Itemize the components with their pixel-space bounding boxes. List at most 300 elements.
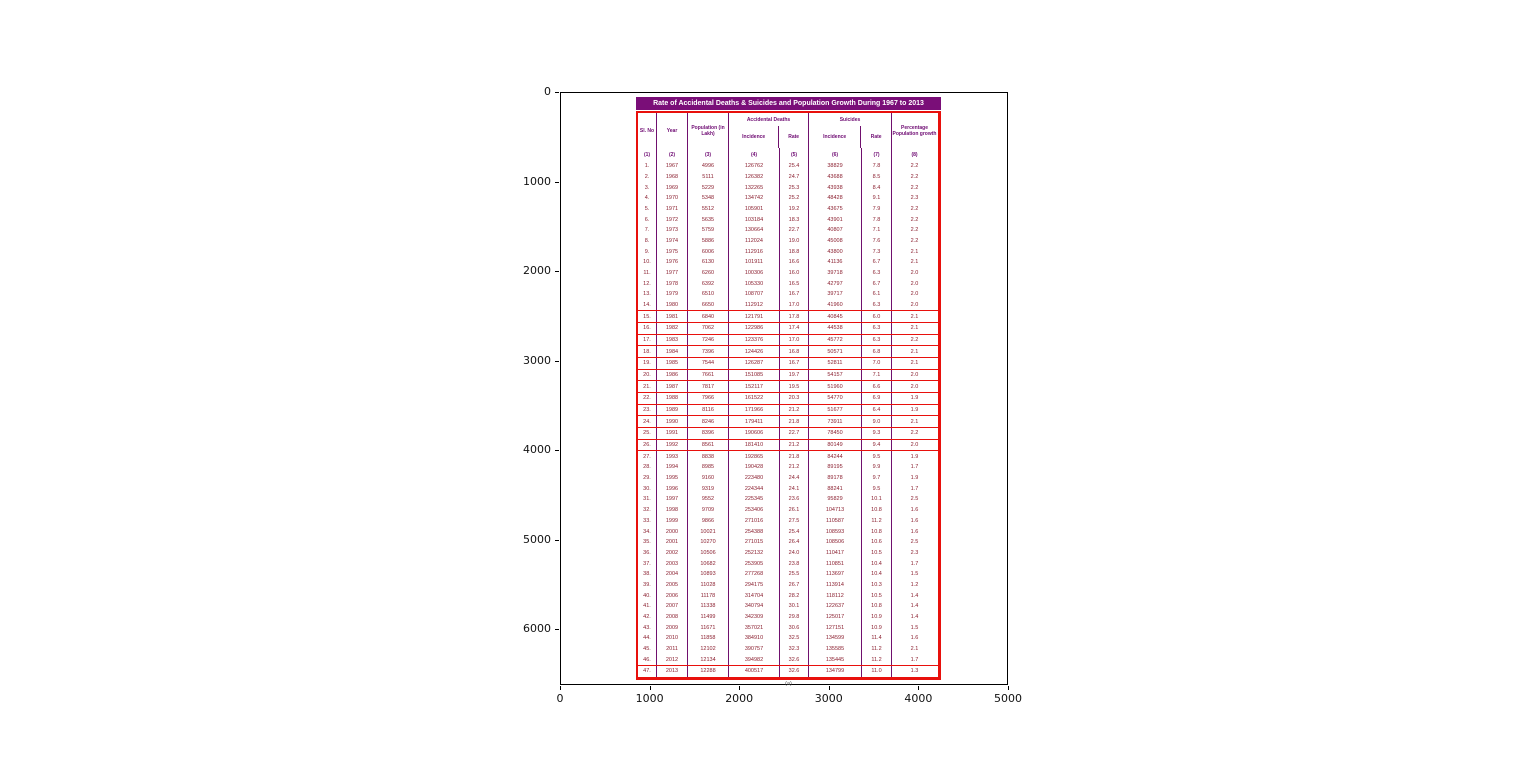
table-cell: 2.1 [910, 360, 919, 367]
table-cell: 1982 [657, 323, 688, 334]
header-sui-incidence: Incidence [809, 126, 861, 148]
table-cell: 36. [638, 548, 657, 559]
table-cell: 32.6 [780, 666, 809, 677]
table-cell: 11.4 [862, 633, 892, 644]
table-cell: 19.7 [780, 370, 809, 381]
table-cell: 5. [638, 204, 657, 215]
table-cell: 1994 [657, 462, 688, 473]
table-cell: 113697 [809, 569, 862, 580]
table-cell: 134599 [809, 633, 862, 644]
table-cell: 1995 [657, 473, 688, 484]
col-number: (1) [638, 148, 657, 161]
table-cell: 2.5 [910, 539, 919, 546]
table-cell: 1999 [657, 516, 688, 527]
table-cell: 6. [638, 214, 657, 225]
table-row [638, 601, 938, 612]
table-cell: 1978 [657, 278, 688, 289]
table-cell: 6.3 [862, 335, 892, 346]
table-cell: 1988 [657, 393, 688, 404]
table-cell: 252132 [729, 548, 780, 559]
table-cell: 9.9 [862, 462, 892, 473]
y-tick-label: 4000 [523, 443, 551, 456]
table-row [638, 612, 938, 623]
table-cell: 135585 [809, 644, 862, 655]
table-cell: 28. [638, 462, 657, 473]
table-row [638, 494, 938, 505]
table-cell: 13. [638, 289, 657, 300]
table-cell: 21.2 [780, 405, 809, 416]
table-cell: 1.9 [910, 395, 919, 402]
table-cell: 2.2 [910, 184, 919, 191]
table-cell: 2.1 [910, 313, 919, 320]
table-row [638, 450, 938, 462]
table-cell: 3. [638, 182, 657, 193]
y-tick-label: 2000 [523, 264, 551, 277]
table-cell: 1969 [657, 182, 688, 193]
table-row [638, 236, 938, 247]
table-cell: 25.4 [780, 526, 809, 537]
table-cell: 179411 [729, 416, 780, 427]
table-cell: 2.0 [910, 442, 919, 449]
table-cell: 6.7 [862, 257, 892, 268]
table-cell: 6.3 [862, 300, 892, 311]
table-cell: 5111 [688, 172, 729, 183]
table-cell: 1.9 [910, 475, 919, 482]
table-cell: 39718 [809, 268, 862, 279]
table-cell: 8561 [688, 440, 729, 451]
table-cell: 10.4 [862, 569, 892, 580]
table-cell: 112024 [729, 236, 780, 247]
x-tick-label: 0 [556, 692, 564, 705]
table-cell: 23.6 [780, 494, 809, 505]
table-cell: 18.3 [780, 214, 809, 225]
table-cell: 2.1 [910, 645, 919, 652]
table-cell: 8838 [688, 451, 729, 462]
data-table [636, 111, 941, 680]
table-cell: 1.6 [910, 635, 919, 642]
table-cell: 1.7 [910, 464, 919, 471]
y-tick-mark [555, 182, 559, 183]
table-cell: 2.2 [910, 430, 919, 437]
table-cell: 314704 [729, 590, 780, 601]
table-cell: 40. [638, 590, 657, 601]
table-cell: 10.8 [862, 505, 892, 516]
table-cell: 110851 [809, 558, 862, 569]
table-cell: 2.0 [910, 280, 919, 287]
table-cell: 25.4 [780, 161, 809, 172]
table-cell: 2008 [657, 612, 688, 623]
col-number: (2) [657, 148, 688, 161]
header-acc-rate: Rate [788, 134, 800, 140]
table-cell: 2004 [657, 569, 688, 580]
table-cell: 26.4 [780, 537, 809, 548]
table-cell: 5886 [688, 236, 729, 247]
table-cell: 1972 [657, 214, 688, 225]
table-cell: 80149 [809, 440, 862, 451]
table-title-bar [636, 97, 941, 110]
table-cell: 25.5 [780, 569, 809, 580]
table-cell: 151085 [729, 370, 780, 381]
table-cell: 122637 [809, 601, 862, 612]
table-cell: 9866 [688, 516, 729, 527]
table-cell: 125017 [809, 612, 862, 623]
table-cell: 12134 [688, 654, 729, 665]
table-cell: 2009 [657, 622, 688, 633]
table-cell: 10.9 [862, 612, 892, 623]
table-cell: 104713 [809, 505, 862, 516]
header-suicides-group [809, 113, 892, 148]
table-cell: 6130 [688, 257, 729, 268]
table-cell: 9.3 [862, 428, 892, 439]
table-cell: 1989 [657, 405, 688, 416]
table-cell: 29.8 [780, 612, 809, 623]
table-cell: 7544 [688, 358, 729, 369]
table-cell: 101911 [729, 257, 780, 268]
table-cell: 2.2 [910, 337, 919, 344]
table-cell: 8396 [688, 428, 729, 439]
table-cell: 21.2 [780, 462, 809, 473]
table-cell: 224344 [729, 483, 780, 494]
table-row [638, 278, 938, 289]
table-cell: 24.7 [780, 172, 809, 183]
table-row [638, 654, 938, 665]
column-number-row [638, 148, 938, 161]
y-tick-mark [555, 92, 559, 93]
table-cell: 47. [638, 666, 657, 677]
table-cell: 38829 [809, 161, 862, 172]
table-cell: 1998 [657, 505, 688, 516]
table-cell: 10.8 [862, 526, 892, 537]
table-row [638, 404, 938, 416]
table-row [638, 392, 938, 404]
table-cell: 10.1 [862, 494, 892, 505]
table-cell: 10. [638, 257, 657, 268]
table-cell: 11671 [688, 622, 729, 633]
table-cell: 9.5 [862, 483, 892, 494]
table-cell: 113914 [809, 580, 862, 591]
table-cell: 1977 [657, 268, 688, 279]
table-cell: 1.6 [910, 517, 919, 524]
table-cell: 103184 [729, 214, 780, 225]
x-tick-mark [739, 686, 740, 690]
table-cell: 9709 [688, 505, 729, 516]
table-row [638, 204, 938, 215]
table-cell: 6392 [688, 278, 729, 289]
table-cell: 2.0 [910, 383, 919, 390]
header-acc-incidence: Incidence [729, 126, 779, 148]
table-cell: 30. [638, 483, 657, 494]
table-cell: 28.2 [780, 590, 809, 601]
table-cell: 44538 [809, 323, 862, 334]
table-cell: 44. [638, 633, 657, 644]
table-cell: 190606 [729, 428, 780, 439]
table-cell: 7817 [688, 381, 729, 392]
table-cell: 2.0 [910, 302, 919, 309]
table-cell: 394982 [729, 654, 780, 665]
table-cell: 27. [638, 451, 657, 462]
table-cell: 1980 [657, 300, 688, 311]
table-cell: 18.8 [780, 246, 809, 257]
table-cell: 45. [638, 644, 657, 655]
table-cell: 11.2 [862, 516, 892, 527]
table-cell: 11.2 [862, 654, 892, 665]
table-cell: 10.3 [862, 580, 892, 591]
table-cell: 16.0 [780, 268, 809, 279]
table-cell: 24. [638, 416, 657, 427]
table-cell: 171966 [729, 405, 780, 416]
table-cell: 2011 [657, 644, 688, 655]
table-cell: 10.5 [862, 590, 892, 601]
table-cell: 73911 [809, 416, 862, 427]
table-cell: 10.6 [862, 537, 892, 548]
col-number: (7) [862, 148, 892, 161]
table-cell: 7661 [688, 370, 729, 381]
table-cell: 52811 [809, 358, 862, 369]
table-cell: 1974 [657, 236, 688, 247]
table-row [638, 644, 938, 655]
table-row [638, 322, 938, 334]
table-cell: 112916 [729, 246, 780, 257]
table-cell: 33. [638, 516, 657, 527]
table-cell: 100306 [729, 268, 780, 279]
table-cell: 2.0 [910, 270, 919, 277]
header-accidental-group [729, 113, 809, 148]
table-cell: 16.7 [780, 289, 809, 300]
table-row [638, 193, 938, 204]
table-cell: 181410 [729, 440, 780, 451]
x-tick-mark [650, 686, 651, 690]
table-body [638, 161, 938, 677]
table-cell: 1976 [657, 257, 688, 268]
table-cell: 10.8 [862, 601, 892, 612]
y-tick-mark [555, 540, 559, 541]
table-cell: 2.2 [910, 227, 919, 234]
table-cell: 7.0 [862, 358, 892, 369]
table-cell: 10506 [688, 548, 729, 559]
table-cell: 42. [638, 612, 657, 623]
table-cell: 41960 [809, 300, 862, 311]
table-cell: 19.0 [780, 236, 809, 247]
table-row [638, 310, 938, 322]
table-cell: 134742 [729, 193, 780, 204]
table-cell: 6650 [688, 300, 729, 311]
y-tick-label: 6000 [523, 622, 551, 635]
table-cell: 123376 [729, 335, 780, 346]
table-cell: 37. [638, 558, 657, 569]
table-cell: 135445 [809, 654, 862, 665]
table-cell: 30.1 [780, 601, 809, 612]
table-cell: 7062 [688, 323, 729, 334]
table-cell: 18. [638, 346, 657, 357]
table-cell: 32.3 [780, 644, 809, 655]
table-row [638, 257, 938, 268]
table-cell: 11858 [688, 633, 729, 644]
table-cell: 294175 [729, 580, 780, 591]
table-cell: 40845 [809, 311, 862, 322]
table-cell: 340794 [729, 601, 780, 612]
y-tick-label: 3000 [523, 353, 551, 367]
table-cell: 2.2 [910, 174, 919, 180]
table-cell: 1993 [657, 451, 688, 462]
table-row [638, 548, 938, 559]
table-cell: 9.7 [862, 473, 892, 484]
table-cell: 21.8 [780, 416, 809, 427]
table-cell: 12102 [688, 644, 729, 655]
table-cell: 16. [638, 323, 657, 334]
table-cell: 40807 [809, 225, 862, 236]
table-cell: 1.6 [910, 528, 919, 535]
table-cell: 1.4 [910, 603, 919, 610]
table-row [638, 345, 938, 357]
table-row [638, 427, 938, 439]
table-row [638, 569, 938, 580]
table-cell: 253905 [729, 558, 780, 569]
table-cell: 5759 [688, 225, 729, 236]
col-number: (5) [780, 148, 809, 161]
table-cell: 1985 [657, 358, 688, 369]
table-row [638, 622, 938, 633]
table-cell: 2.5 [910, 496, 919, 503]
col-number: (6) [809, 148, 862, 161]
table-cell: 9.1 [862, 193, 892, 204]
table-cell: 7966 [688, 393, 729, 404]
table-cell: 16.6 [780, 257, 809, 268]
table-cell: 342309 [729, 612, 780, 623]
table-cell: 10021 [688, 526, 729, 537]
scanned-table-image [636, 97, 941, 687]
table-cell: 118112 [809, 590, 862, 601]
table-cell: 1971 [657, 204, 688, 215]
table-cell: 89195 [809, 462, 862, 473]
table-row [638, 225, 938, 236]
table-cell: 41136 [809, 257, 862, 268]
table-cell: 16.7 [780, 358, 809, 369]
table-cell: 48428 [809, 193, 862, 204]
header-sl-no: Sl. No [638, 113, 657, 148]
table-cell: 134799 [809, 666, 862, 677]
table-cell: 7.6 [862, 236, 892, 247]
table-cell: 2.1 [910, 259, 919, 266]
table-cell: 22. [638, 393, 657, 404]
table-cell: 25. [638, 428, 657, 439]
col-number: (4) [729, 148, 780, 161]
table-row [638, 505, 938, 516]
table-row [638, 526, 938, 537]
table-cell: 10.4 [862, 558, 892, 569]
table-cell: 17.4 [780, 323, 809, 334]
table-cell: 6.9 [862, 393, 892, 404]
table-cell: 1968 [657, 172, 688, 183]
table-cell: 1992 [657, 440, 688, 451]
table-cell: 6.3 [862, 323, 892, 334]
table-cell: 1991 [657, 428, 688, 439]
table-cell: 1990 [657, 416, 688, 427]
table-cell: 11.2 [862, 644, 892, 655]
table-row [638, 483, 938, 494]
x-tick-mark [560, 686, 561, 690]
table-cell: 1975 [657, 246, 688, 257]
table-cell: 2000 [657, 526, 688, 537]
table-cell: 43. [638, 622, 657, 633]
table-cell: 126287 [729, 358, 780, 369]
table-cell: 400517 [729, 666, 780, 677]
table-cell: 1981 [657, 311, 688, 322]
table-cell: 22.7 [780, 225, 809, 236]
table-cell: 41. [638, 601, 657, 612]
table-cell: 2.2 [910, 206, 919, 213]
table-cell: 152117 [729, 381, 780, 392]
table-cell: 6.3 [862, 268, 892, 279]
table-cell: 1.2 [910, 581, 919, 588]
table-cell: 5229 [688, 182, 729, 193]
table-cell: 110417 [809, 548, 862, 559]
table-cell: 384910 [729, 633, 780, 644]
table-cell: 2002 [657, 548, 688, 559]
header-population-growth: Percentage Population growth [892, 124, 937, 137]
table-row [638, 289, 938, 300]
table-cell: 223480 [729, 473, 780, 484]
table-cell: 17.0 [780, 335, 809, 346]
table-cell: 121791 [729, 311, 780, 322]
table-cell: 21. [638, 381, 657, 392]
table-cell: 2. [638, 172, 657, 183]
table-row [638, 516, 938, 527]
header-sui-rate: Rate [870, 134, 882, 140]
table-cell: 161522 [729, 393, 780, 404]
table-cell: 17.8 [780, 311, 809, 322]
table-cell: 1987 [657, 381, 688, 392]
table-cell: 2001 [657, 537, 688, 548]
table-row [638, 300, 938, 311]
table-cell: 271015 [729, 537, 780, 548]
table-cell: 110587 [809, 516, 862, 527]
table-cell: 6.7 [862, 278, 892, 289]
table-cell: 27.5 [780, 516, 809, 527]
table-cell: 108593 [809, 526, 862, 537]
table-cell: 10.9 [862, 622, 892, 633]
table-cell: 1996 [657, 483, 688, 494]
table-cell: 1.9 [910, 453, 919, 460]
table-cell: 277268 [729, 569, 780, 580]
table-cell: 51677 [809, 405, 862, 416]
table-cell: 11.0 [862, 666, 892, 677]
table-cell: 26.1 [780, 505, 809, 516]
table-cell: 2.0 [910, 291, 919, 298]
table-cell: 2006 [657, 590, 688, 601]
table-cell: 43800 [809, 246, 862, 257]
table-cell: 54770 [809, 393, 862, 404]
table-cell: 2.1 [910, 325, 919, 332]
table-cell: 25.3 [780, 182, 809, 193]
table-cell: 10893 [688, 569, 729, 580]
table-row [638, 439, 938, 451]
table-cell: 7246 [688, 335, 729, 346]
table-row [638, 369, 938, 381]
table-cell: 1970 [657, 193, 688, 204]
table-cell: 1.7 [910, 656, 919, 663]
table-cell: 9. [638, 246, 657, 257]
table-cell: 127151 [809, 622, 862, 633]
table-cell: 122986 [729, 323, 780, 334]
table-cell: 253406 [729, 505, 780, 516]
table-cell: 5348 [688, 193, 729, 204]
table-cell: 1.5 [910, 571, 919, 578]
table-cell: 43938 [809, 182, 862, 193]
x-tick-mark [918, 686, 919, 690]
table-cell: 9.0 [862, 416, 892, 427]
x-tick-mark [829, 686, 830, 690]
table-cell: 15. [638, 311, 657, 322]
